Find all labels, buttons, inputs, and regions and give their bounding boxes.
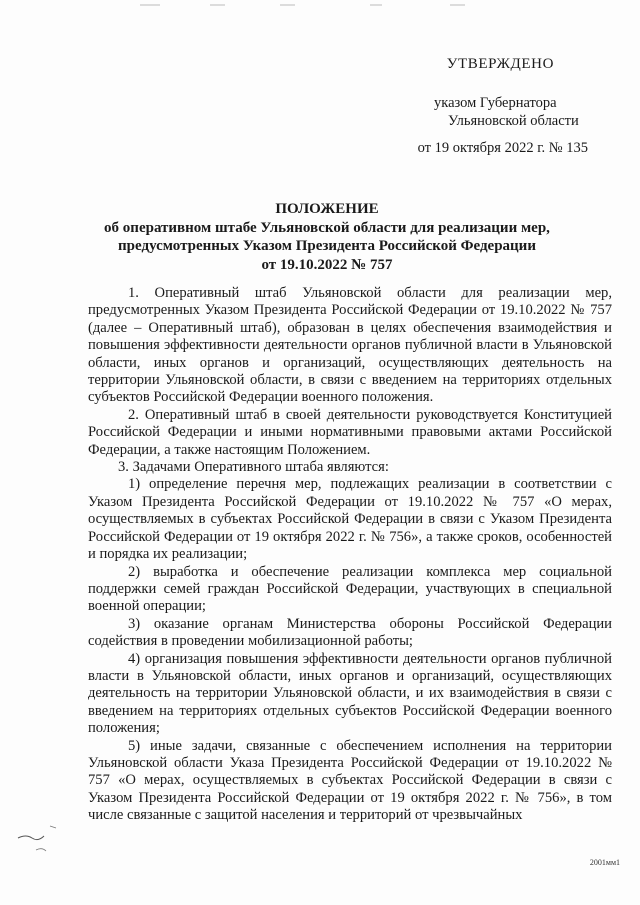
decree-line-1: указом Губернатора — [434, 95, 557, 111]
paragraph-1: 1. Оперативный штаб Ульяновской области для реализации мер, предусмотренных Указом Президента Российской Федерации от 19.10.2022 № 757 (далее – Оперативный штаб), образован в целях обеспечения взаимодействия и повышения эффективности деятельности органов публичной власти в Ульяновской области, иных органов и организаций, осуществляющих деятельность на территории Ульяновской области, в связи с введением на территориях отдельных субъектов Российской Федерации военного положения. — [88, 285, 612, 406]
title-line-3: предусмотренных Указом Президента Российской Федерации — [118, 238, 536, 254]
paragraph-3-item-3: 3) оказание органам Министерства обороны Российской Федерации содействия в проведении мобилизационной работы; — [88, 615, 612, 650]
decree-date: от 19 октября 2022 г. № 135 — [417, 140, 588, 156]
paragraph-3: 3. Задачами Оперативного штаба являются: — [118, 459, 389, 476]
margin-scribble-mark — [14, 820, 66, 860]
footer-document-code: 2001мм1 — [589, 858, 620, 867]
decree-line-2: Ульяновской области — [448, 113, 579, 129]
document-body — [88, 285, 612, 825]
document-title — [60, 200, 594, 274]
title-line-4: от 19.10.2022 № 757 — [261, 256, 393, 273]
title-line-2: об оперативном штабе Ульяновской области для реализации мер, — [104, 219, 550, 236]
approval-stamp-label: УТВЕРЖДЕНО — [446, 56, 554, 72]
paragraph-2: 2. Оперативный штаб в своей деятельности руководствуется Конституцией Российской Федерации и иными нормативными правовыми актами Российской Федерации, а также настоящим Положением. — [88, 406, 612, 458]
paragraph-3-item-4: 4) организация повышения эффективности деятельности органов публичной власти в Ульяновской области, иных органов и организаций, осуществляющих деятельность на территории Ульяновской области, и их взаимодействия в связи с введением на территориях отдельных субъектов Российской Федерации военного положения; — [88, 650, 612, 737]
decree-reference — [434, 94, 579, 130]
paragraph-3-item-1: 1) определение перечня мер, подлежащих реализации в соответствии с Указом Президента Российской Федерации от 19.10.2022 № 757 «О мерах, осуществляемых в субъектах Российской Федерации в связи с Указом Президента Российской Федерации от 19 октября 2022 г. № 756», а также сроков, особенностей и порядка их реализации; — [88, 476, 612, 563]
title-line-1: ПОЛОЖЕНИЕ — [275, 201, 379, 217]
paragraph-3-item-5: 5) иные задачи, связанные с обеспечением исполнения на территории Ульяновской области Указа Президента Российской Федерации от 19.10.2022 № 757 «О мерах, осуществляемых в субъектах Российской Федерации в связи с Указом Президента Российской Федерации от 19 октября 2022 г. № 756», в том числе связанные с защитой населения и территорий от чрезвычайных — [88, 737, 612, 824]
scan-artifact-marks — [120, 2, 500, 8]
paragraph-3-item-2: 2) выработка и обеспечение реализации комплекса мер социальной поддержки семей граждан Российской Федерации, участвующих в специальной военной операции; — [88, 563, 612, 615]
